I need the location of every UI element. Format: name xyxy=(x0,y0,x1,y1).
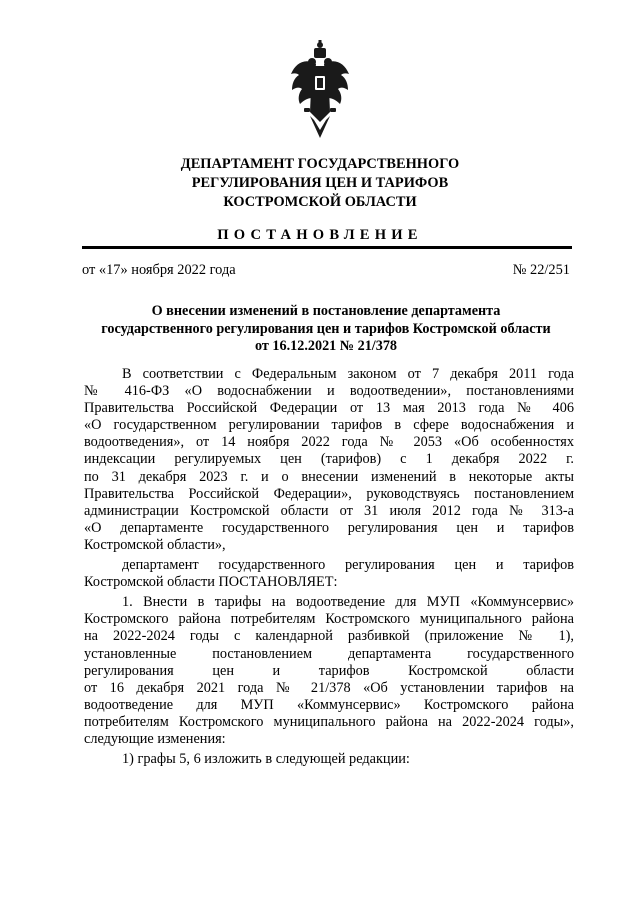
department-line: ДЕПАРТАМЕНТ ГОСУДАРСТВЕННОГО xyxy=(180,156,460,172)
preamble-paragraph xyxy=(84,366,574,554)
body-line: № 416-ФЗ «О водоснабжении и водоотведении», постановлениями xyxy=(84,383,574,400)
resolution-paragraph xyxy=(84,557,574,591)
subject-line: государственного регулирования цен и тарифов Костромской области xyxy=(101,320,551,337)
body-line: Правительства Российской Федерации от 13 мая 2013 года № 406 xyxy=(84,400,574,417)
sub-item-1: 1) графы 5, 6 изложить в следующей редакции: xyxy=(122,751,410,768)
document-date: от «17» ноября 2022 года xyxy=(82,262,236,278)
body-line: администрации Костромской области от 31 июля 2012 года № 313-а xyxy=(84,502,574,519)
document-body xyxy=(84,366,574,768)
body-line: 1. Внести в тарифы на водоотведение для МУП «Коммунсервис» xyxy=(122,594,574,611)
body-line: от 16 декабря 2021 года № 21/378 «Об установлении тарифов на xyxy=(84,679,574,696)
body-line: «О государственном регулировании тарифов в сфере водоснабжения и xyxy=(84,417,574,434)
body-line: Костромского района потребителям Костромского муниципального района xyxy=(84,611,574,628)
body-line: на 2022-2024 годы с календарной разбивкой (приложение № 1), xyxy=(84,628,574,645)
body-line: индексации регулируемых цен (тарифов) с 1 декабря 2022 г. xyxy=(84,451,574,468)
department-line: КОСТРОМСКОЙ ОБЛАСТИ xyxy=(223,194,417,210)
body-line: водоотведения», от 14 ноября 2022 года № 2053 «Об особенностях xyxy=(84,434,574,451)
body-line: департамент государственного регулирования цен и тарифов xyxy=(122,557,574,574)
body-line: потребителям Костромского муниципального района на 2022-2024 годы», xyxy=(84,713,574,730)
document-subject xyxy=(0,303,640,356)
item-1-paragraph xyxy=(84,594,574,748)
body-line: установленные постановлением департамента государственного xyxy=(84,645,574,662)
subject-line: О внесении изменений в постановление департамента xyxy=(151,303,501,319)
department-name xyxy=(0,155,640,212)
body-line: по 31 декабря 2023 г. и о внесении изменений в некоторые акты xyxy=(84,468,574,485)
body-line: следующие изменения: xyxy=(84,730,226,747)
body-line: Костромской области ПОСТАНОВЛЯЕТ: xyxy=(84,574,338,591)
body-line: водоотведение для МУП «Коммунсервис» Костромского района xyxy=(84,696,574,713)
body-line: Костромской области», xyxy=(84,536,226,553)
subject-line: от 16.12.2021 № 21/378 xyxy=(254,338,398,354)
document-number: № 22/251 xyxy=(512,262,570,278)
body-line: «О департаменте государственного регулирования цен и тарифов xyxy=(84,519,574,536)
body-line: регулирования цен и тарифов Костромской области xyxy=(84,662,574,679)
coat-of-arms-icon xyxy=(288,40,352,150)
header-divider xyxy=(82,246,572,249)
body-line: В соответствии с Федеральным законом от 7 декабря 2011 года xyxy=(122,366,574,382)
body-line: Правительства Российской Федерации», руководствуясь постановлением xyxy=(84,485,574,502)
department-line: РЕГУЛИРОВАНИЯ ЦЕН И ТАРИФОВ xyxy=(191,175,449,191)
document-type-title: ПОСТАНОВЛЕНИЕ xyxy=(217,227,423,243)
